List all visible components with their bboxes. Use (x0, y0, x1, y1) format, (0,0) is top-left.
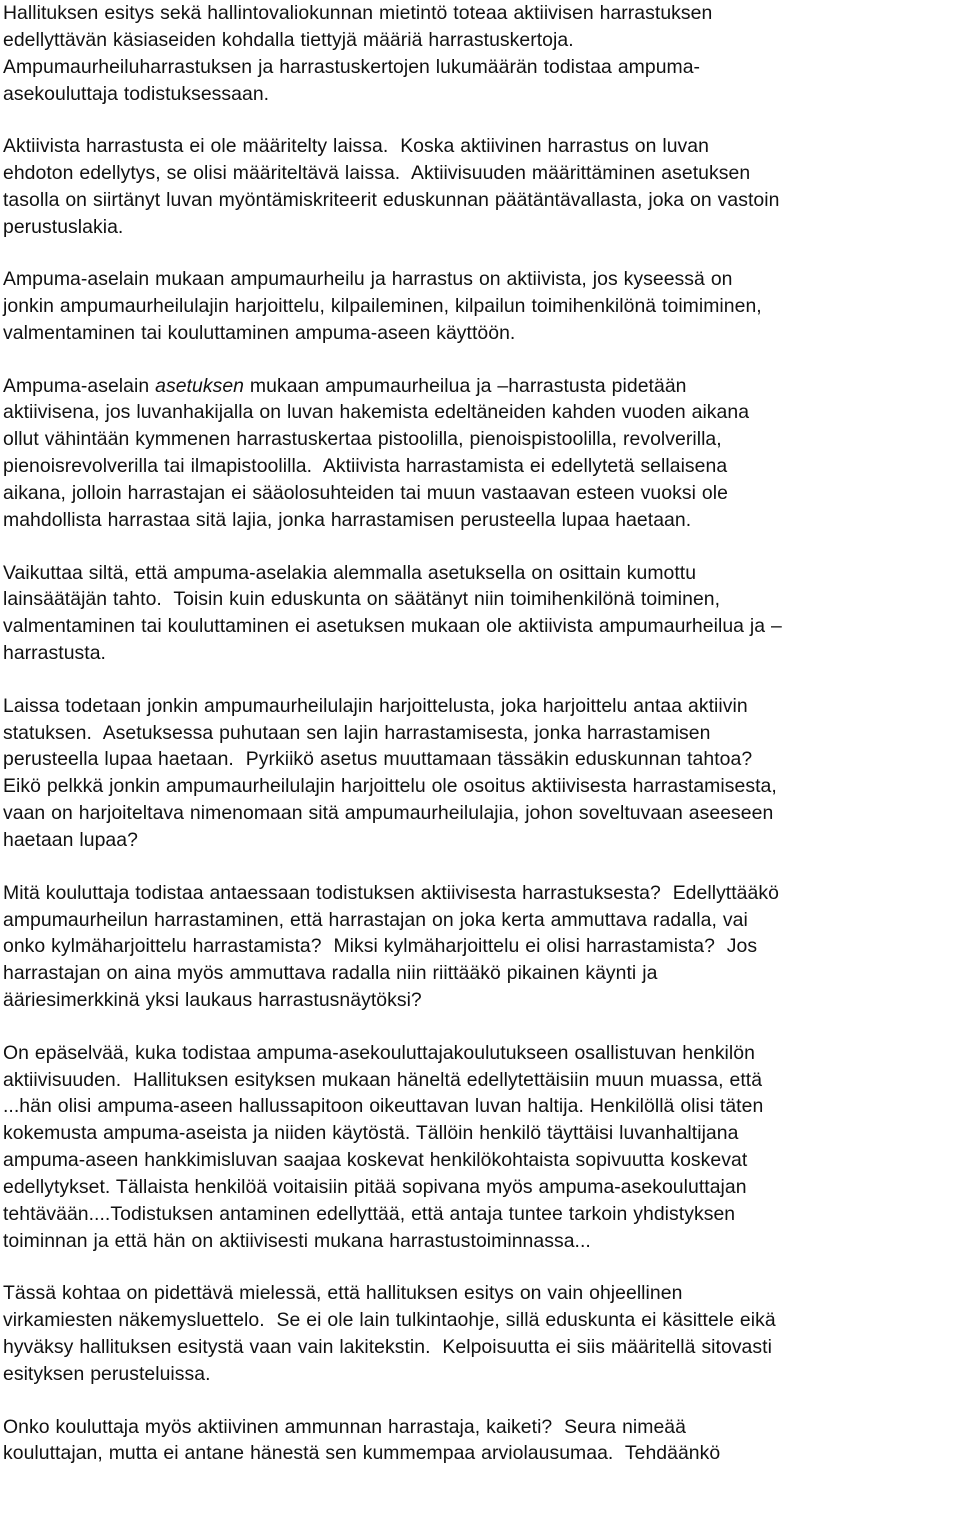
text-line: kouluttajan, mutta ei antane hänestä sen kummempaa arviolausumaa. Tehdäänkö (3, 1442, 721, 1465)
text-line: aktiivisuuden. Hallituksen esityksen mukaan häneltä edellytettäisiin muun muassa, että (3, 1068, 763, 1091)
paragraph-3 (3, 266, 960, 347)
text-line: onko kylmäharjoittelu harrastamista? Miksi kylmäharjoittelu ei olisi harrastamista? Jos (3, 935, 758, 958)
text-line: kokemusta ampuma-aseista ja niiden käytöstä. Tällöin henkilö täyttäisi luvanhaltijana (3, 1122, 739, 1145)
text-line: perusteella lupaa haetaan. Pyrkiikö asetus muuttamaan tässäkin eduskunnan tahtoa? (3, 748, 753, 771)
text-line: On epäselvää, kuka todistaa ampuma-asekouluttajakoulutukseen osallistuvan henkilön (3, 1041, 755, 1064)
text-line: Laissa todetaan jonkin ampumaurheilulajin harjoittelusta, joka harjoittelu antaa aktiivin (3, 694, 748, 717)
text-line: Onko kouluttaja myös aktiivinen ammunnan harrastaja, kaiketi? Seura nimeää (3, 1415, 686, 1438)
text-line: tehtävään....Todistuksen antaminen edellyttää, että antaja tuntee tarkoin yhdistyksen (3, 1203, 736, 1225)
text-segment: Ampuma-aselain (3, 374, 156, 397)
paragraph-5 (3, 560, 960, 668)
text-line: ollut vähintään kymmenen harrastuskertaa pistoolilla, pienoispistoolilla, revolverilla, (3, 428, 722, 451)
text-segment: mukaan ampumaurheilua ja –harrastusta pidetään (244, 374, 687, 397)
paragraph-4 (3, 373, 960, 534)
text-line: harrastajan on aina myös ammuttava radalla niin riittääkö pikainen käynti ja (3, 962, 658, 985)
text-line: ...hän olisi ampuma-aseen hallussapitoon oikeuttavan luvan haltija. Henkilöllä olisi täten (3, 1095, 764, 1118)
text-line: ampumaurheilun harrastaminen, että harrastajan on joka kerta ammuttava radalla, vai (3, 908, 748, 931)
text-line: Vaikuttaa siltä, että ampuma-aselakia alemmalla asetuksella on osittain kumottu (3, 561, 697, 584)
text-line: haetaan lupaa? (3, 829, 138, 852)
text-line: virkamiesten näkemysluettelo. Se ei ole lain tulkintaohje, sillä eduskunta ei käsittele eikä (3, 1309, 776, 1332)
text-line: Ampumaurheiluharrastuksen ja harrastuskertojen lukumäärän todistaa ampuma- (3, 55, 701, 78)
paragraph-6 (3, 693, 960, 854)
text-line: harrastusta. (3, 642, 106, 665)
text-line: tasolla on siirtänyt luvan myöntämiskriteerit eduskunnan päätäntävallasta, joka on vastoin (3, 188, 780, 211)
text-line: pienoisrevolverilla tai ilmapistoolilla. Aktiivista harrastamista ei edellytetä sellaisena (3, 455, 728, 478)
text-line: ääriesimerkkinä yksi laukaus harrastusnäytöksi? (3, 989, 422, 1012)
paragraph-10 (3, 1414, 960, 1468)
text-line: ehdoton edellytys, se olisi määriteltävä laissa. Aktiivisuuden määrittäminen asetuksen (3, 162, 751, 185)
text-line: Mitä kouluttaja todistaa antaessaan todistuksen aktiivisesta harrastuksesta? Edellyttääkö (3, 881, 779, 904)
text-line: edellyttävän käsiaseiden kohdalla tiettyjä määriä harrastuskertoja. (3, 28, 574, 51)
text-line: statuksen. Asetuksessa puhutaan sen lajin harrastamisesta, jonka harrastamisen (3, 721, 711, 744)
text-line (3, 373, 960, 400)
text-line: Eikö pelkkä jonkin ampumaurheilulajin harjoittelu ole osoitus aktiivisesta harrastamisesta, (3, 775, 777, 798)
paragraph-8 (3, 1040, 960, 1255)
text-line: esityksen perusteluissa. (3, 1363, 211, 1386)
document-page (3, 0, 960, 1493)
text-line: toiminnan ja että hän on aktiivisesti mukana harrastustoiminnassa... (3, 1229, 591, 1252)
emphasized-word: asetuksen (155, 374, 244, 397)
text-line: aktiivisena, jos luvanhakijalla on luvan hakemista edeltäneiden kahden vuoden aikana (3, 401, 750, 424)
text-line: hyväksy hallituksen esitystä vaan vain lakitekstin. Kelpoisuutta ei siis määritellä sitovasti (3, 1336, 772, 1359)
text-line: valmentaminen tai kouluttaminen ampuma-aseen käyttöön. (3, 322, 516, 345)
text-line: perustuslakia. (3, 215, 124, 238)
text-line: valmentaminen tai kouluttaminen ei asetuksen mukaan ole aktiivista ampumaurheilua ja – (3, 615, 782, 638)
text-line: edellytykset. Tällaista henkilöä voitaisiin pitää sopivana myös ampuma-asekouluttajan (3, 1176, 747, 1199)
text-line: asekouluttaja todistuksessaan. (3, 82, 270, 105)
paragraph-7 (3, 880, 960, 1014)
text-line: Aktiivista harrastusta ei ole määritelty laissa. Koska aktiivinen harrastus on luvan (3, 135, 709, 158)
text-line: Hallituksen esitys sekä hallintovaliokunnan mietintö toteaa aktiivisen harrastuksen (3, 2, 713, 24)
paragraph-1 (3, 0, 960, 108)
text-line: jonkin ampumaurheilulajin harjoittelu, kilpaileminen, kilpailun toimihenkilönä toimiminen, (3, 295, 762, 318)
text-line: mahdollista harrastaa sitä lajia, jonka harrastamisen perusteella lupaa haetaan. (3, 509, 692, 532)
paragraph-9 (3, 1280, 960, 1388)
text-line: vaan on harjoiteltava nimenomaan sitä ampumaurheilulajia, johon soveltuvaan aseeseen (3, 802, 774, 825)
text-line: lainsäätäjän tahto. Toisin kuin eduskunta on säätänyt niin toimihenkilönä toiminen, (3, 588, 721, 611)
text-line: ampuma-aseen hankkimisluvan saajaa koskevat henkilökohtaista sopivuutta koskevat (3, 1149, 748, 1172)
text-line: Tässä kohtaa on pidettävä mielessä, että hallituksen esitys on vain ohjeellinen (3, 1282, 683, 1305)
text-line: Ampuma-aselain mukaan ampumaurheilu ja harrastus on aktiivista, jos kyseessä on (3, 268, 733, 291)
text-line: aikana, jolloin harrastajan ei sääolosuhteiden tai muun vastaavan esteen vuoksi ole (3, 482, 728, 505)
paragraph-2 (3, 133, 960, 241)
